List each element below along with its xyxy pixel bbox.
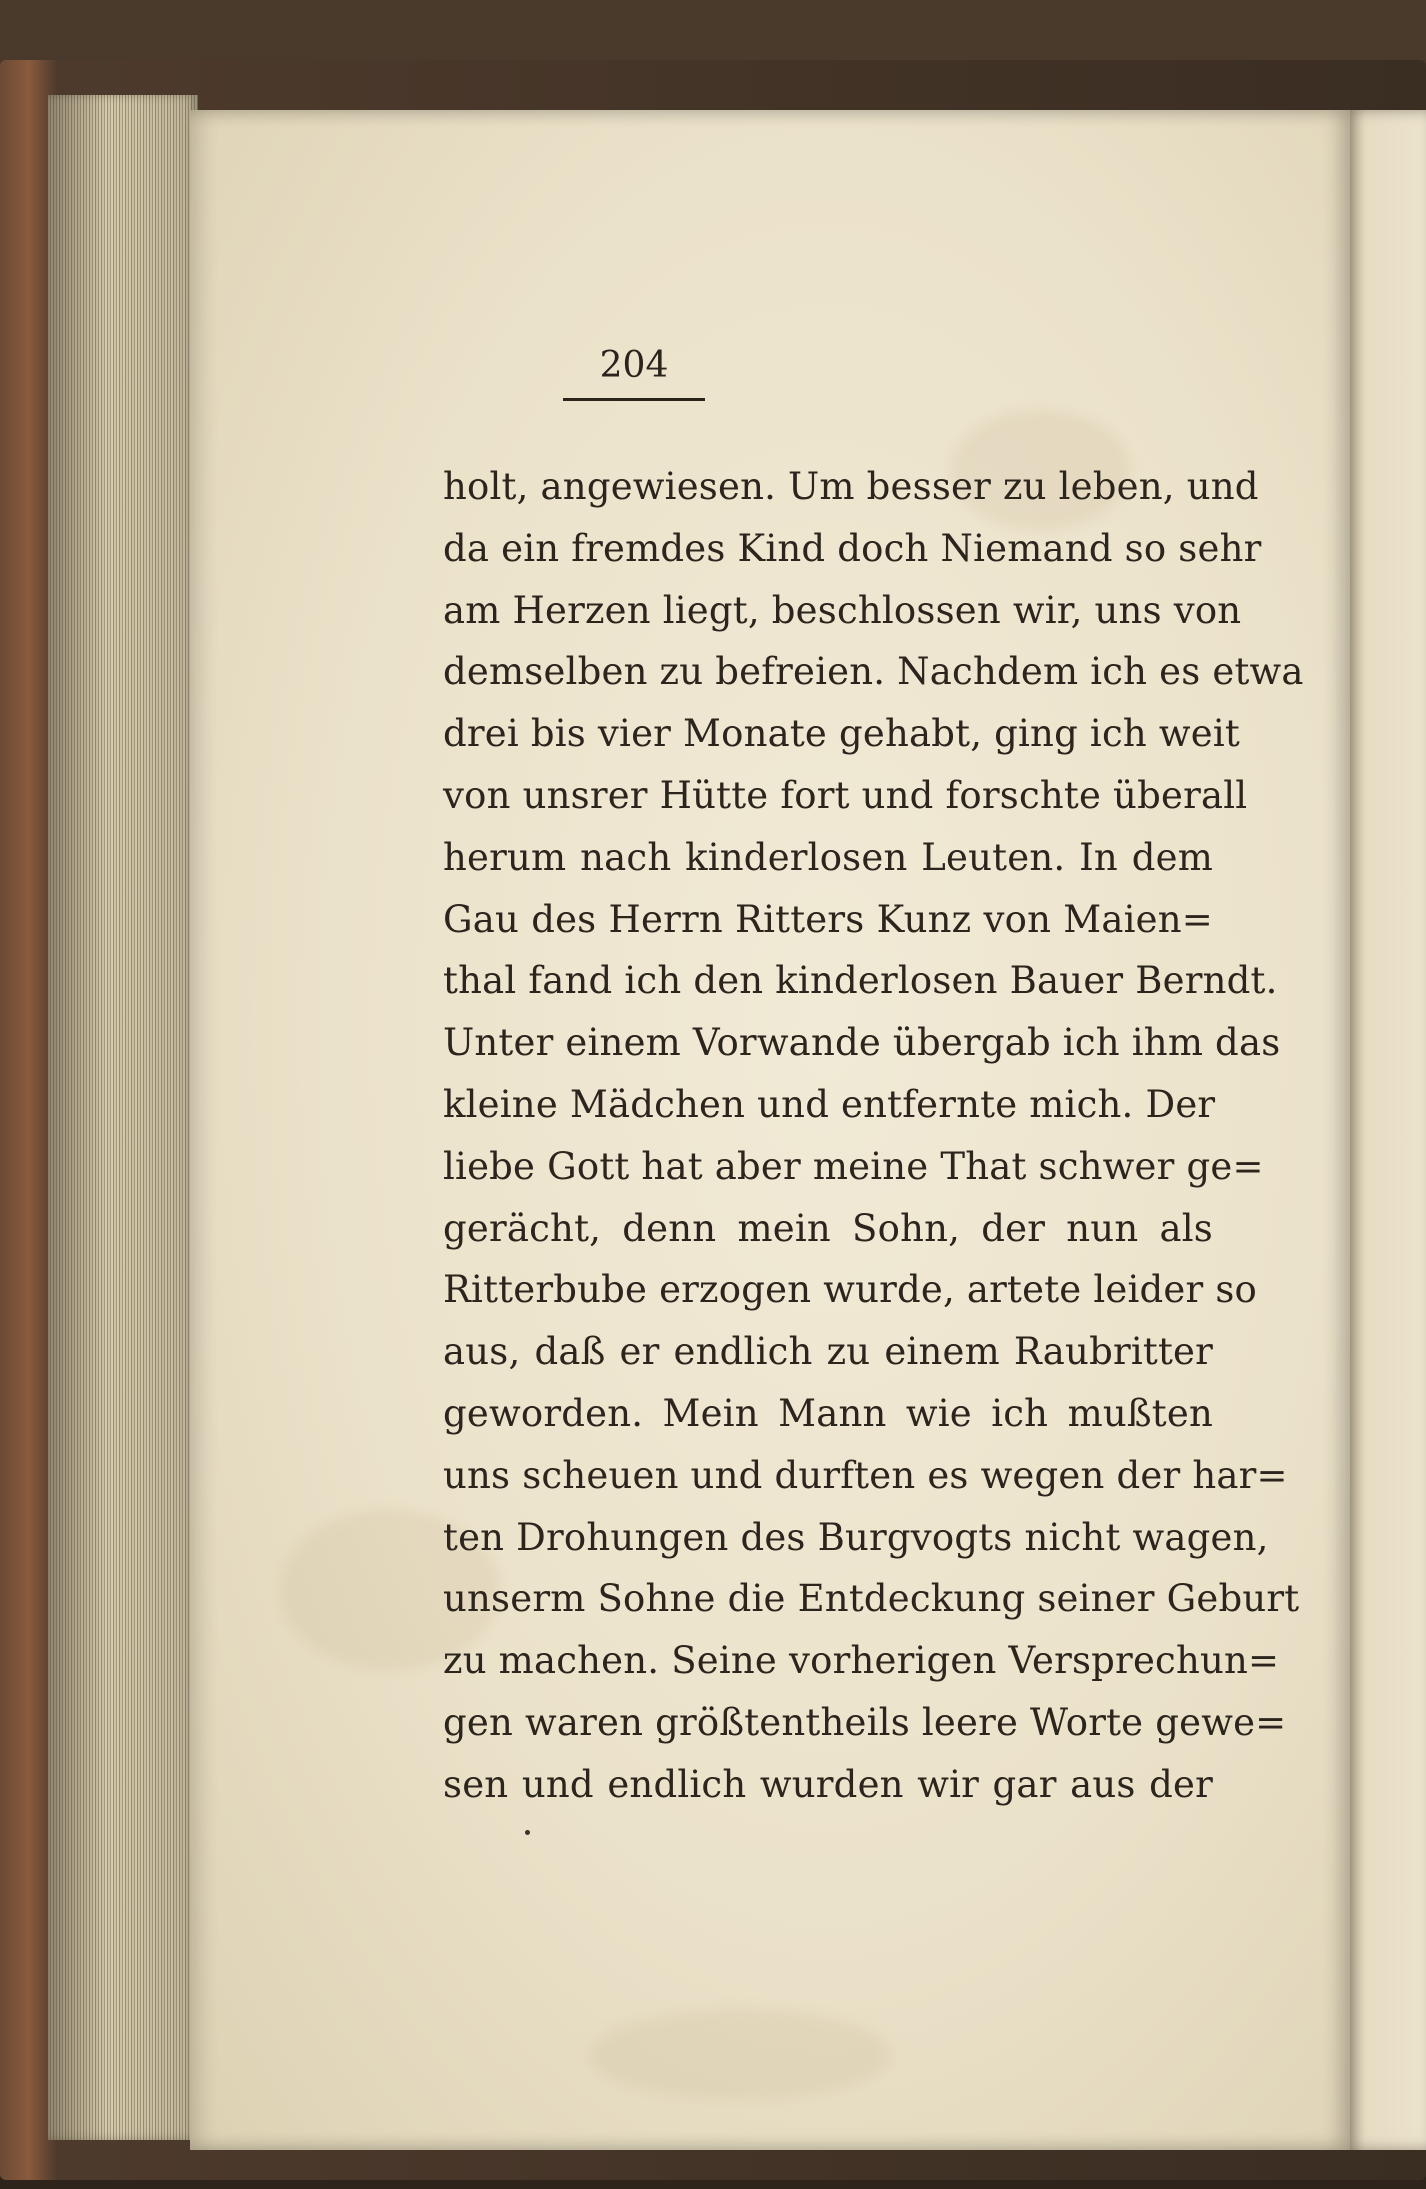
text-line: sen und endlich wurden wir gar aus der	[443, 1762, 1213, 1806]
text-line: aus, daß er endlich zu einem Raubritter	[443, 1330, 1213, 1374]
facing-page-edge	[1345, 110, 1426, 2150]
paper-stain	[590, 2010, 890, 2100]
text-line: Unter einem Vorwande übergab ich ihm das	[443, 1021, 1281, 1065]
page-number-rule	[563, 398, 705, 401]
text-line: uns scheuen und durften es wegen der har=	[443, 1453, 1288, 1497]
text-line: demselben zu befreien. Nachdem ich es etwa	[443, 650, 1304, 694]
text-line: Gau des Herrn Ritters Kunz von Maien=	[443, 897, 1213, 941]
text-line: kleine Mädchen und entfernte mich. Der	[443, 1082, 1216, 1126]
text-line: thal fand ich den kinderlosen Bauer Berndt.	[443, 959, 1278, 1003]
text-line: da ein fremdes Kind doch Niemand so sehr	[443, 526, 1262, 570]
text-line: Ritterbube erzogen wurde, artete leider so	[443, 1268, 1257, 1312]
text-line: gerächt, denn mein Sohn, der nun als	[443, 1206, 1213, 1250]
page-edges	[48, 95, 198, 2140]
text-line: geworden. Mein Mann wie ich mußten	[443, 1391, 1213, 1435]
text-line: liebe Gott hat aber meine That schwer ge=	[443, 1144, 1264, 1188]
text-line: herum nach kinderlosen Leuten. In dem	[443, 835, 1213, 879]
text-line: unserm Sohne die Entdeckung seiner Geburt	[443, 1577, 1300, 1621]
text-line: zu machen. Seine vorherigen Versprechun=	[443, 1639, 1280, 1683]
ink-speck	[525, 1830, 530, 1835]
page-number: 204	[599, 345, 669, 386]
text-line: am Herzen liegt, beschlossen wir, uns von	[443, 588, 1242, 632]
text-line: drei bis vier Monate gehabt, ging ich weit	[443, 712, 1240, 756]
body-text	[443, 456, 1304, 1816]
text-line: gen waren größtentheils leere Worte gewe=	[443, 1700, 1287, 1744]
text-line: holt, angewiesen. Um besser zu leben, und	[443, 465, 1259, 508]
text-line: von unsrer Hütte fort und forschte überall	[443, 773, 1248, 817]
text-line: ten Drohungen des Burgvogts nicht wagen,	[443, 1515, 1269, 1559]
